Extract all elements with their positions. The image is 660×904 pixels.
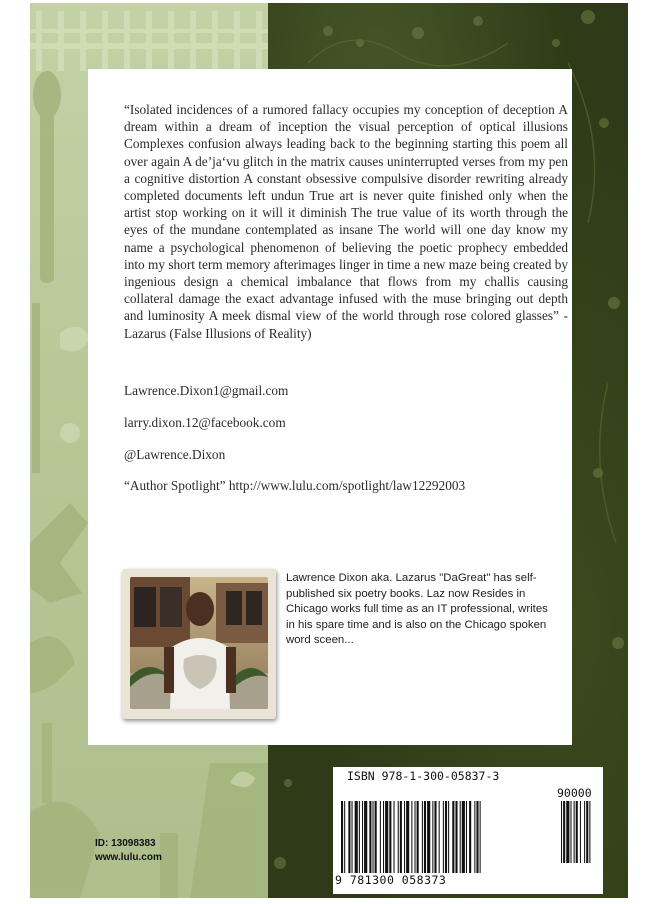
barcode-bar xyxy=(369,801,371,873)
barcode-bar xyxy=(445,801,447,873)
barcode-bar xyxy=(389,801,391,873)
barcode-bar xyxy=(480,801,481,873)
barcode-bar xyxy=(394,801,395,873)
barcode-bar xyxy=(398,801,399,873)
barcode-bar xyxy=(434,801,436,873)
barcode-bar xyxy=(406,801,409,873)
isbn-barcode xyxy=(333,767,603,894)
barcode-bar xyxy=(383,801,384,873)
barcode-bar xyxy=(432,801,433,873)
barcode-bar xyxy=(460,801,461,873)
price-barcode-bar xyxy=(576,801,578,863)
barcode-bar xyxy=(448,801,449,873)
barcode-digits: 9 781300 058373 xyxy=(335,873,447,887)
barcode-bar xyxy=(359,801,360,873)
barcode-bar xyxy=(474,801,475,873)
barcode-bars xyxy=(333,801,603,875)
barcode-bar xyxy=(466,801,467,873)
author-bio: Lawrence Dixon aka. Lazarus "DaGreat" has self-published six poetry books. Laz now Resides in Chicago works full time as an IT professional, writes in his spare time and is also on the Chicago spoken word sceen... xyxy=(286,572,548,647)
barcode-bar xyxy=(452,801,454,873)
price-barcode-bar xyxy=(584,801,585,863)
author-photo xyxy=(130,577,268,709)
barcode-bar xyxy=(362,801,363,873)
barcode-bar xyxy=(455,801,457,873)
social-handle: @Lawrence.Dixon xyxy=(124,447,226,462)
price-barcode-bar xyxy=(589,801,590,863)
barcode-bar xyxy=(355,801,358,873)
barcode-bar xyxy=(385,801,388,873)
barcode-bar xyxy=(422,801,423,873)
barcode-bar xyxy=(427,801,430,873)
barcode-bar xyxy=(375,801,377,873)
price-barcode-bar xyxy=(580,801,581,863)
barcode-bar xyxy=(341,801,343,873)
barcode-bar xyxy=(415,801,416,873)
price-barcode-bar xyxy=(574,801,575,863)
barcode-bar xyxy=(424,801,426,873)
barcode-bar xyxy=(344,801,345,873)
isbn-label: ISBN 978-1-300-05837-3 xyxy=(347,769,500,783)
publisher-info xyxy=(95,837,162,865)
poem-text: “Isolated incidences of a rumored fallacy occupies my conception of deception A dream within a dream of inception the visual perception of optical illusions Complexes confusion always leading back to the beginning starting this poem all over again A de’ja‘vu glitch in the matrix causes uninterrupted verses from my pen a cognitive distortion A constant obsessive compulsive disorder rewriting already completed documents left undun True art is never quite finished only when the artist stop working on it will it diminish The true value of its worth through the eyes of the mundane contemplated as insane The world will one day know my name a psychological phenomenon of believing the poetic prophecy embedded into my short term memory afterimages linger in time a new maze being created by ingenious design a chemical imbalance that flows from my challis causing collateral damage the exact advantage infused with the muse bringing out depth and luminosity A meek dismal view of the world through rose colored glasses” - Lazarus (False Illusions of Reality) xyxy=(124,102,568,341)
publisher-site: www.lulu.com xyxy=(95,852,162,863)
barcode-bar xyxy=(404,801,405,873)
barcode-bar xyxy=(373,801,374,873)
barcode-bar xyxy=(411,801,412,873)
price-barcode-bar xyxy=(561,801,562,863)
barcode-bar xyxy=(400,801,402,873)
barcode-bar xyxy=(352,801,353,873)
email-address: Lawrence.Dixon1@gmail.com xyxy=(124,383,289,398)
barcode-bar xyxy=(417,801,419,873)
publisher-id-line: ID: 13098383 xyxy=(95,838,156,849)
price-barcode-bar xyxy=(566,801,569,863)
barcode-bar xyxy=(439,801,440,873)
price-barcode-bar xyxy=(563,801,565,863)
barcode-bar xyxy=(469,801,471,873)
barcode-bar xyxy=(380,801,381,873)
price-barcode-bar xyxy=(586,801,588,863)
barcode-bar xyxy=(476,801,478,873)
text-panel xyxy=(88,69,572,745)
price-code: 90000 xyxy=(557,786,592,800)
facebook-address: larry.dixon.12@facebook.com xyxy=(124,415,286,430)
barcode-bar xyxy=(443,801,444,873)
barcode-bar xyxy=(348,801,350,873)
author-photo-frame xyxy=(122,569,276,719)
price-barcode-bar xyxy=(570,801,571,863)
barcode-bar xyxy=(364,801,367,873)
author-spotlight-link: “Author Spotlight” http://www.lulu.com/spotlight/law12292003 xyxy=(124,478,466,493)
book-back-cover xyxy=(30,3,628,898)
barcode-bar xyxy=(462,801,465,873)
